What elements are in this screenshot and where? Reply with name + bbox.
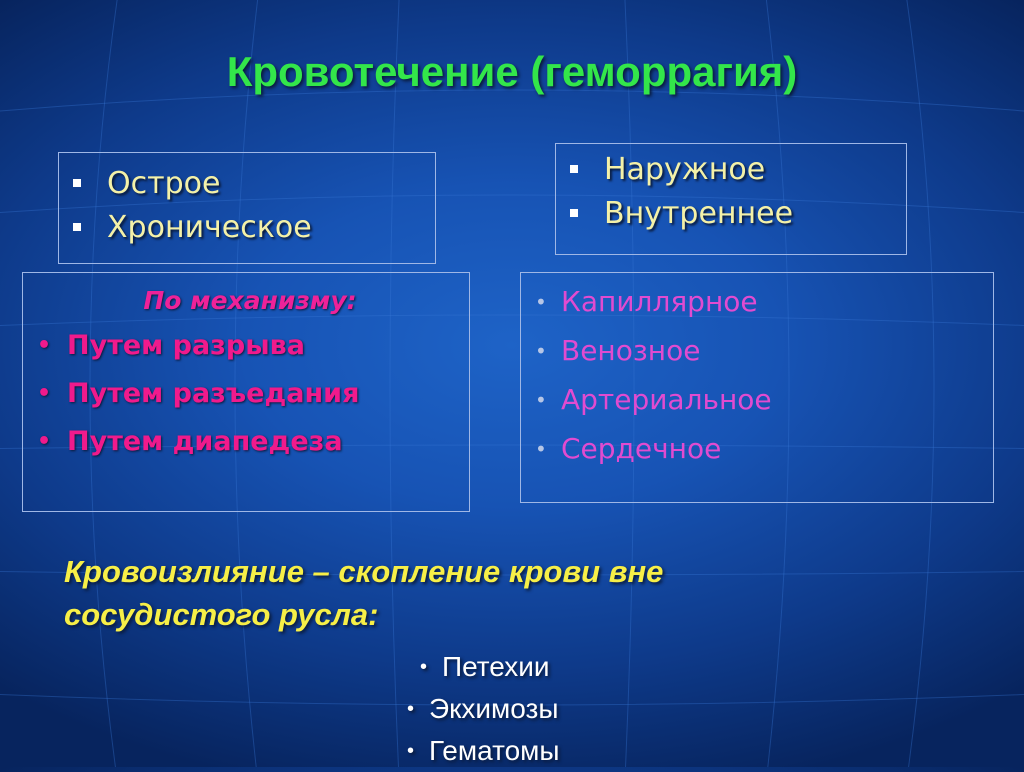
list-item-label: Хроническое <box>107 209 312 245</box>
list-item-label: Сердечное <box>561 432 722 465</box>
list-item-label: Экхимозы <box>429 693 559 724</box>
list-item <box>521 277 993 326</box>
list-item <box>570 147 906 191</box>
square-bullet-icon <box>73 223 81 231</box>
list-item-label: Венозное <box>561 334 701 367</box>
list-item <box>73 161 435 205</box>
bullet-icon: • <box>37 380 52 406</box>
bullet-icon: • <box>37 332 52 358</box>
location-box <box>555 143 907 255</box>
list-item-label: Петехии <box>442 651 550 682</box>
bullet-icon: • <box>407 697 415 720</box>
slide-title: Кровотечение (геморрагия) <box>226 48 798 95</box>
definition-line: сосудистого русла: <box>64 597 379 632</box>
bullet-icon: • <box>535 387 547 412</box>
vessel-type-box <box>520 272 994 503</box>
hemorrhage-forms-list <box>380 646 680 772</box>
list-item <box>380 730 680 772</box>
mechanism-box <box>22 272 470 512</box>
mechanism-heading: По механизму: <box>143 286 357 315</box>
bullet-icon: • <box>535 338 547 363</box>
bullet-icon: • <box>37 428 52 454</box>
square-bullet-icon <box>570 209 578 217</box>
duration-box <box>58 152 436 264</box>
definition-line: Кровоизлияние – скопление крови вне <box>64 554 664 589</box>
list-item <box>31 369 469 417</box>
list-item <box>521 326 993 375</box>
list-item-label: Путем разрыва <box>67 329 305 361</box>
list-item-label: Путем диапедеза <box>67 425 343 457</box>
bullet-icon: • <box>420 655 428 678</box>
list-item <box>521 424 993 473</box>
bullet-icon: • <box>535 436 547 461</box>
list-item-label: Артериальное <box>561 383 772 416</box>
list-item <box>73 205 435 249</box>
list-item <box>380 688 680 730</box>
list-item-label: Острое <box>107 165 221 201</box>
list-item-label: Наружное <box>604 151 766 187</box>
list-item <box>570 191 906 235</box>
list-item <box>521 375 993 424</box>
definition-text <box>64 550 964 636</box>
square-bullet-icon <box>73 179 81 187</box>
list-item <box>380 646 680 688</box>
bullet-icon: • <box>407 739 415 762</box>
list-item-label: Гематомы <box>429 735 560 766</box>
bullet-icon: • <box>535 289 547 314</box>
list-item <box>31 417 469 465</box>
list-item-label: Капиллярное <box>561 285 758 318</box>
square-bullet-icon <box>570 165 578 173</box>
list-item-label: Путем разъедания <box>67 377 360 409</box>
list-item <box>31 321 469 369</box>
list-item-label: Внутреннее <box>604 195 794 231</box>
